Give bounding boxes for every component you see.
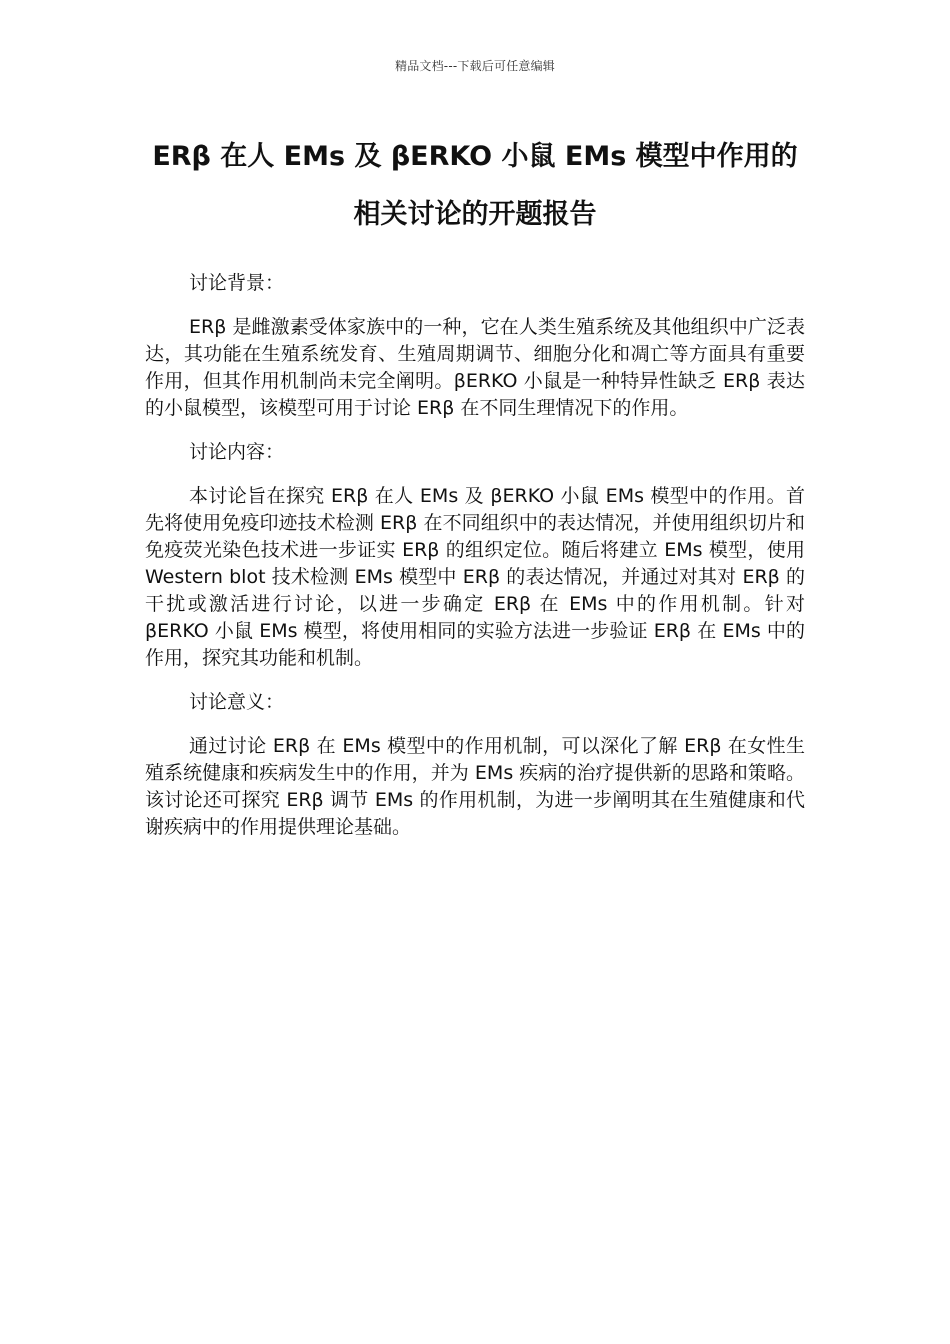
section-paragraph-background: ERβ 是雌激素受体家族中的一种，它在人类生殖系统及其他组织中广泛表达，其功能在生殖系统发育、生殖周期调节、细胞分化和凋亡等方面具有重要作用，但其作用机制尚未完全阐明。βERKO 小鼠是一种特异性缺乏 ERβ 表达的小鼠模型，该模型可用于讨论 ERβ 在不同生理情况下的作用。 (145, 316, 805, 419)
section-heading-significance: 讨论意义： (189, 691, 285, 713)
document-title: ERβ 在人 EMs 及 βERKO 小鼠 EMs 模型中作用的相关讨论的开题报告 (152, 141, 798, 230)
document-body (145, 270, 805, 858)
section-heading-content: 讨论内容： (189, 441, 285, 463)
section-paragraph-content: 本讨论旨在探究 ERβ 在人 EMs 及 βERKO 小鼠 EMs 模型中的作用。首先将使用免疫印迹技术检测 ERβ 在不同组织中的表达情况，并使用组织切片和免疫荧光染色技术进一步证实 ERβ 的组织定位。随后将建立 EMs 模型，使用 Western blot 技术检测 EMs 模型中 ERβ 的表达情况，并通过对其对 ERβ 的干扰或激活进行讨论，以进一步确定 ERβ 在 EMs 中的作用机制。针对 βERKO 小鼠 EMs 模型，将使用相同的实验方法进一步验证 ERβ 在 EMs 中的作用，探究其功能和机制。 (145, 485, 805, 669)
section-paragraph-significance: 通过讨论 ERβ 在 EMs 模型中的作用机制，可以深化了解 ERβ 在女性生殖系统健康和疾病发生中的作用，并为 EMs 疾病的治疗提供新的思路和策略。该讨论还可探究 ERβ 调节 EMs 的作用机制，为进一步阐明其在生殖健康和代谢疾病中的作用提供理论基础。 (145, 735, 805, 838)
section-heading-background: 讨论背景： (189, 272, 285, 294)
page-header: 精品文档---下载后可任意编辑 (395, 59, 555, 73)
